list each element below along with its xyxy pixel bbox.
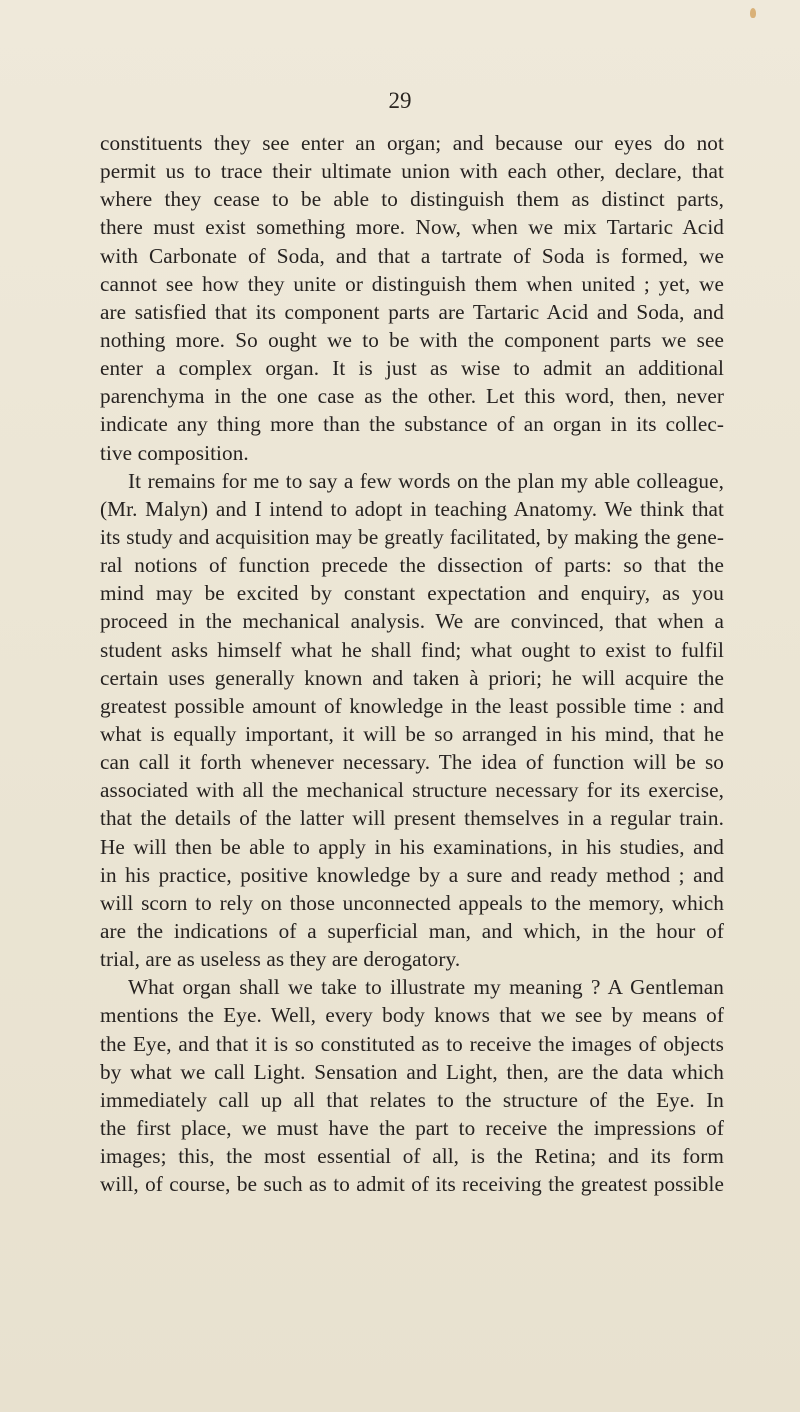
text-line: It remains for me to say a few words on the plan my able colleague, [128, 468, 724, 493]
text-line: are the indications of a superficial man, and which, in the hour of [100, 918, 724, 943]
text-line: the Eye, and that it is so constituted as to receive the images of objects [100, 1031, 724, 1056]
text-line: in his practice, positive knowledge by a sure and ready method ; and [100, 862, 724, 887]
text-line: there must exist something more. Now, when we mix Tartaric Acid [100, 215, 724, 240]
text-line: the first place, we must have the part to receive the impressions of [100, 1115, 724, 1140]
text-line: parenchyma in the one case as the other. Let this word, then, never [100, 384, 724, 409]
text-line: images; this, the most essential of all, is the Retina; and its form [100, 1144, 724, 1169]
text-line: are satisfied that its component parts are Tartaric Acid and Soda, and [100, 299, 724, 324]
text-line: immediately call up all that relates to the structure of the Eye. In [100, 1087, 724, 1112]
text-line: enter a complex organ. It is just as wise to admit an additional [100, 356, 724, 381]
paragraph [100, 129, 724, 467]
body-text [100, 129, 724, 1198]
text-line: by what we call Light. Sensation and Light, then, are the data which [100, 1059, 724, 1084]
text-line: what is equally important, it will be so arranged in his mind, that he [100, 721, 724, 746]
text-line: greatest possible amount of knowledge in the least possible time : and [100, 693, 724, 718]
text-line: He will then be able to apply in his examinations, in his studies, and [100, 834, 724, 859]
text-line: proceed in the mechanical analysis. We are convinced, that when a [100, 609, 724, 634]
text-line: constituents they see enter an organ; and because our eyes do not [100, 131, 724, 155]
paragraph [100, 973, 724, 1198]
text-line: (Mr. Malyn) and I intend to adopt in teaching Anatomy. We think that [100, 496, 724, 521]
text-line: will, of course, be such as to admit of its receiving the greatest possible [100, 1172, 724, 1197]
text-line: indicate any thing more than the substance of an organ in its collec- [100, 412, 724, 437]
text-line: tive composition. [100, 440, 249, 465]
text-line: ral notions of function precede the dissection of parts: so that the [100, 553, 724, 578]
text-line: will scorn to rely on those unconnected appeals to the memory, which [100, 890, 724, 915]
page-number: 29 [388, 88, 412, 113]
text-line: that the details of the latter will present themselves in a regular train. [100, 806, 724, 831]
text-line: student asks himself what he shall find; what ought to exist to fulfil [100, 637, 724, 662]
text-line: permit us to trace their ultimate union with each other, declare, that [100, 159, 724, 184]
text-line: mentions the Eye. Well, every body knows that we see by means of [100, 1003, 724, 1028]
text-line: its study and acquisition may be greatly facilitated, by making the gene- [100, 524, 724, 549]
text-line: where they cease to be able to distinguish them as distinct parts, [100, 187, 724, 212]
text-line: certain uses generally known and taken à priori; he will acquire the [100, 665, 724, 690]
text-line: What organ shall we take to illustrate my meaning ? A Gentleman [128, 975, 724, 1000]
paragraph [100, 467, 724, 974]
paper-stain [750, 8, 756, 18]
text-line: mind may be excited by constant expectation and enquiry, as you [100, 581, 724, 606]
text-line: with Carbonate of Soda, and that a tartrate of Soda is formed, we [100, 243, 724, 268]
text-line: nothing more. So ought we to be with the component parts we see [100, 327, 724, 352]
text-line: trial, are as useless as they are derogatory. [100, 947, 461, 972]
text-line: associated with all the mechanical structure necessary for its exercise, [100, 778, 724, 803]
text-line: can call it forth whenever necessary. The idea of function will be so [100, 750, 724, 775]
text-line: cannot see how they unite or distinguish them when united ; yet, we [100, 271, 724, 296]
